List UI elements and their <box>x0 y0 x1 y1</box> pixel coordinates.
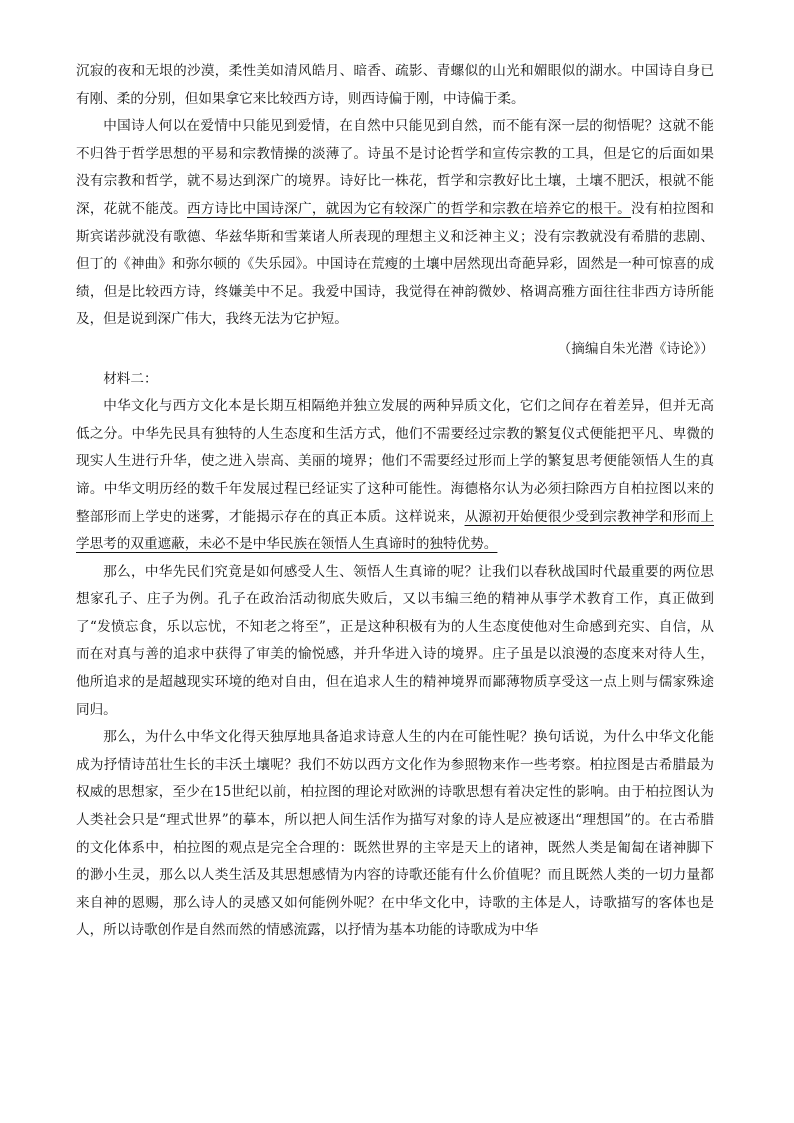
paragraph-culture <box>76 393 714 559</box>
source-citation: （摘编自朱光潜《诗论》） <box>557 340 714 357</box>
material-two-label: 材料二： <box>103 370 158 387</box>
paragraph-plato: 那么，为什么中华文化得天独厚地具备追求诗意人生的内在可能性呢？换句话说，为什么中华文化能成为抒情诗茁壮生长的丰沃土壤呢？我们不妨以西方文化作为参照物来作一些考察。柏拉图是古希腊最为权威的思想家，至少在15世纪以前，柏拉图的理论对欧洲的诗歌思想有着决定性的影响。由于柏拉图认为人类社会只是“理式世界”的摹本，所以把人间生活作为描写对象的诗人是应被逐出“理想国”的。在古希腊的文化体系中，柏拉图的观点是完全合理的：既然世界的主宰是天上的诸神，既然人类是匍匐在诸神脚下的渺小生灵，那么以人类生活及其思想感情为内容的诗歌还能有什么价值呢？而且既然人类的一切力量都来自神的恩赐，那么诗人的灵感又如何能例外呢？在中华文化中，诗歌的主体是人，诗歌描写的客体也是人，所以诗歌创作是自然而然的情感流露，以抒情为基本功能的诗歌成为中华 <box>76 729 714 939</box>
paragraph-text: 中国诗人何以在爱情中只能见到爱情，在自然中只能见到自然，而不能有深一层的彻悟呢？这就不能不归咎于哲学思想的平易和宗教情操的淡薄了。诗虽不是讨论哲学和宣传宗教的工具，但是它的后面如果没有宗教和哲学，就不易达到深广的境界。诗好比一株花，哲学和宗教好比土壤，土壤不肥沃，根就不能深，花就不能茂。 <box>76 118 714 217</box>
paragraph-confucius-zhuangzi: 那么，中华先民们究竟是如何感受人生、领悟人生真谛的呢？让我们以春秋战国时代最重要的两位思想家孔子、庄子为例。孔子在政治活动彻底失败后，又以韦编三绝的精神从事学术教育工作，真正做到了“发愤忘食，乐以忘忧，不知老之将至”，正是这种积极有为的人生态度使他对生命感到充实、自信，从而在对真与善的追求中获得了审美的愉悦感，并升华进入诗的境界。庄子虽是以浪漫的态度来对待人生，他所追求的是超越现实环境的绝对自由，但在追求人生的精神境界而鄙薄物质享受这一点上则与儒家殊途同归。 <box>76 563 714 718</box>
document-page <box>76 58 714 945</box>
paragraph-chinese-poetry <box>76 113 714 334</box>
underlined-sentence: 从源初开始便很少受到宗教神学和形而上学思考的双重遮蔽，未必不是中华民族在领悟人生真谛时的独特优势。 <box>76 508 715 553</box>
paragraph-text: 没有柏拉图和斯宾诺莎就没有歌德、华兹华斯和雪莱诸人所表现的理想主义和泛神主义；没有宗教就没有希腊的悲剧、但丁的《神曲》和弥尔顿的《失乐园》。中国诗在荒瘦的土壤中居然现出奇葩异彩，固然是一种可惊喜的成绩，但是比较西方诗，终嫌美中不足。我爱中国诗，我觉得在神韵微妙、格调高雅方面往往非西方诗所能及，但是说到深广伟大，我终无法为它护短。 <box>76 200 715 328</box>
paragraph-continuation: 沉寂的夜和无垠的沙漠，柔性美如清风皓月、暗香、疏影、青螺似的山光和媚眼似的湖水。中国诗自身已有刚、柔的分别，但如果拿它来比较西方诗，则西诗偏于刚，中诗偏于柔。 <box>76 63 714 107</box>
underlined-sentence: 西方诗比中国诗深广，就因为它有较深广的哲学和宗教在培养它的根干。 <box>187 200 632 217</box>
paragraph-text: 中华文化与西方文化本是长期互相隔绝并独立发展的两种异质文化，它们之间存在着差异，但并无高低之分。中华先民具有独特的人生态度和生活方式，他们不需要经过宗教的繁复仪式便能把平凡、卑微的现实人生进行升华，使之进入崇高、美丽的境界；他们不需要经过形而上学的繁复思考便能领悟人生的真谛。中华文明历经的数千年发展过程已经证实了这种可能性。海德格尔认为必须扫除西方自柏拉图以来的整部形而上学史的迷雾，才能揭示存在的真正本质。这样说来， <box>76 398 714 525</box>
